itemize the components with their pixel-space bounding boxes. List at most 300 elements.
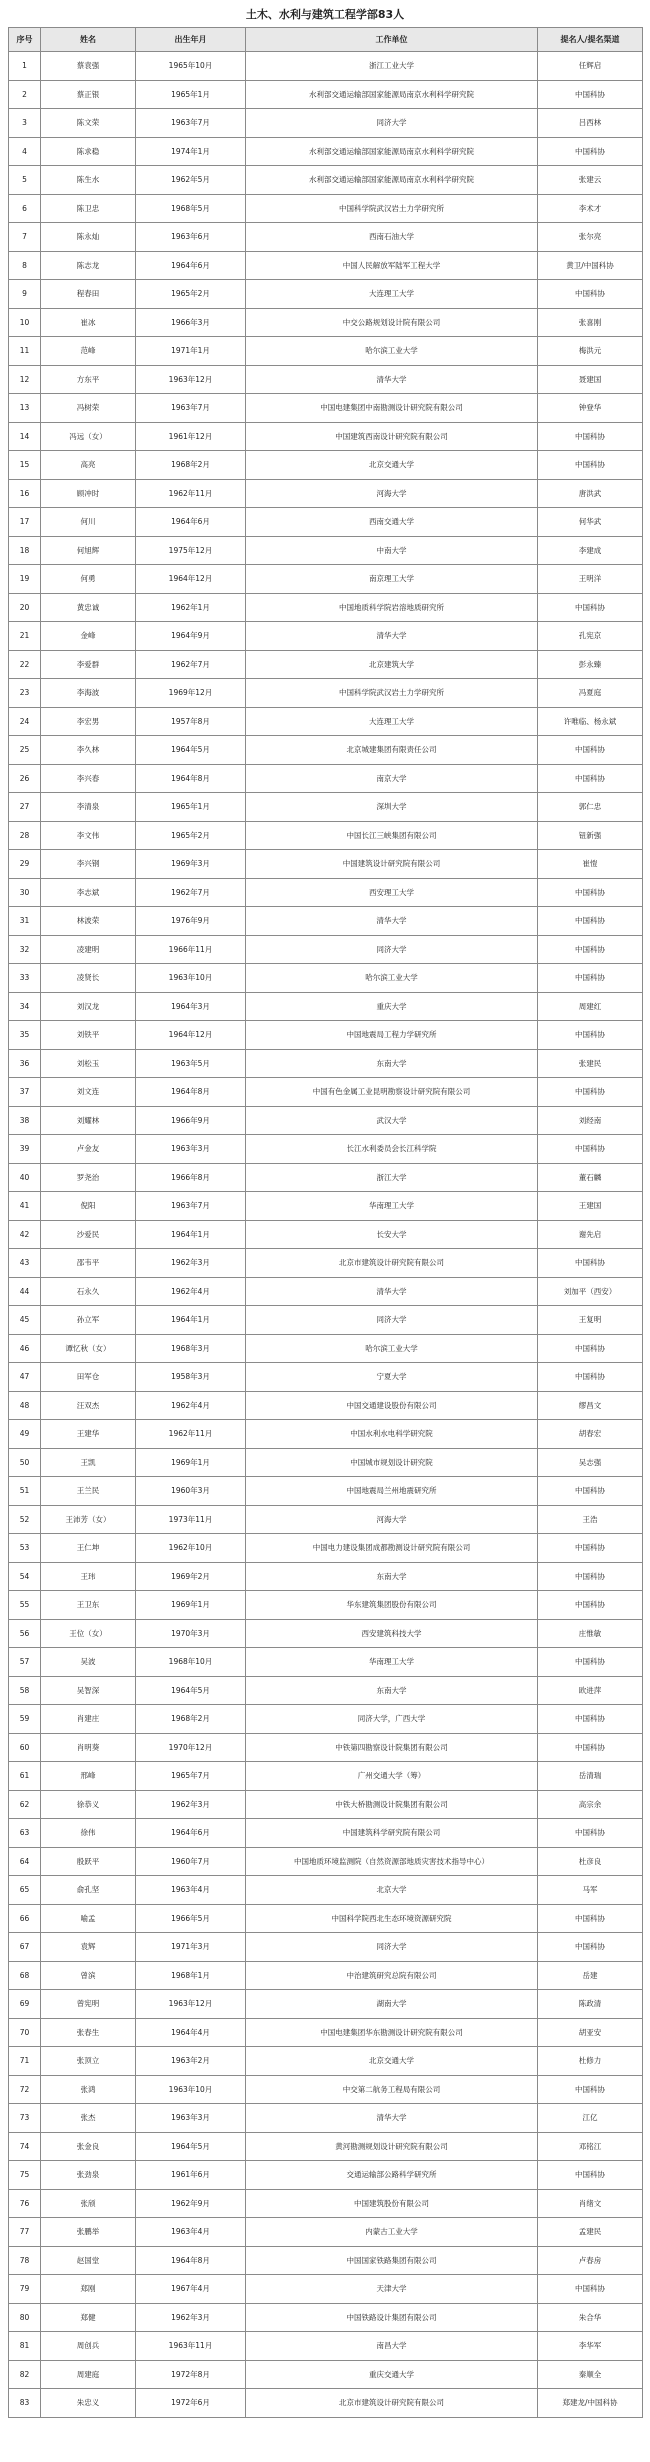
cell-index: 42 bbox=[9, 1220, 41, 1249]
cell-index: 62 bbox=[9, 1790, 41, 1819]
cell-nominator: 中国科协 bbox=[538, 1733, 643, 1762]
cell-birth: 1975年12月 bbox=[136, 536, 246, 565]
cell-birth: 1964年3月 bbox=[136, 992, 246, 1021]
table-row bbox=[9, 337, 643, 366]
cell-unit: 河海大学 bbox=[246, 1505, 538, 1534]
cell-unit: 南京大学 bbox=[246, 764, 538, 793]
cell-nominator: 周建红 bbox=[538, 992, 643, 1021]
table-row bbox=[9, 2389, 643, 2418]
cell-birth: 1963年7月 bbox=[136, 109, 246, 138]
cell-index: 69 bbox=[9, 1990, 41, 2019]
cell-index: 9 bbox=[9, 280, 41, 309]
cell-birth: 1963年7月 bbox=[136, 1192, 246, 1221]
table-row bbox=[9, 707, 643, 736]
cell-unit: 同济大学 bbox=[246, 1933, 538, 1962]
cell-name: 何勇 bbox=[41, 565, 136, 594]
cell-name: 孙立军 bbox=[41, 1306, 136, 1335]
cell-birth: 1962年10月 bbox=[136, 1534, 246, 1563]
cell-unit: 北京城建集团有限责任公司 bbox=[246, 736, 538, 765]
cell-nominator: 任辉启 bbox=[538, 52, 643, 81]
table-row bbox=[9, 622, 643, 651]
cell-index: 3 bbox=[9, 109, 41, 138]
cell-index: 48 bbox=[9, 1391, 41, 1420]
table-row bbox=[9, 593, 643, 622]
cell-name: 陈文荣 bbox=[41, 109, 136, 138]
table-row bbox=[9, 536, 643, 565]
cell-nominator: 中国科协 bbox=[538, 280, 643, 309]
cell-birth: 1965年10月 bbox=[136, 52, 246, 81]
table-row bbox=[9, 2332, 643, 2361]
cell-birth: 1963年3月 bbox=[136, 2104, 246, 2133]
table-row bbox=[9, 1705, 643, 1734]
cell-nominator: 郭仁忠 bbox=[538, 793, 643, 822]
cell-unit: 中国地质环境监测院（自然资源部地质灾害技术指导中心） bbox=[246, 1847, 538, 1876]
cell-nominator: 中国科协 bbox=[538, 1591, 643, 1620]
cell-unit: 哈尔滨工业大学 bbox=[246, 337, 538, 366]
cell-birth: 1968年10月 bbox=[136, 1648, 246, 1677]
cell-name: 陈永灿 bbox=[41, 223, 136, 252]
cell-index: 16 bbox=[9, 479, 41, 508]
cell-nominator: 欧进萍 bbox=[538, 1676, 643, 1705]
cell-index: 22 bbox=[9, 650, 41, 679]
cell-unit: 大连理工大学 bbox=[246, 280, 538, 309]
cell-nominator: 彭永臻 bbox=[538, 650, 643, 679]
cell-birth: 1964年8月 bbox=[136, 2246, 246, 2275]
table-row bbox=[9, 1220, 643, 1249]
cell-name: 刘汉龙 bbox=[41, 992, 136, 1021]
cell-index: 67 bbox=[9, 1933, 41, 1962]
cell-index: 51 bbox=[9, 1477, 41, 1506]
cell-unit: 中国地震局工程力学研究所 bbox=[246, 1021, 538, 1050]
table-row bbox=[9, 650, 643, 679]
cell-name: 卢金友 bbox=[41, 1135, 136, 1164]
cell-nominator: 邓铭江 bbox=[538, 2132, 643, 2161]
cell-birth: 1964年6月 bbox=[136, 508, 246, 537]
cell-birth: 1960年7月 bbox=[136, 1847, 246, 1876]
cell-birth: 1962年1月 bbox=[136, 593, 246, 622]
cell-name: 吴波 bbox=[41, 1648, 136, 1677]
table-row bbox=[9, 1420, 643, 1449]
table-row bbox=[9, 1876, 643, 1905]
cell-unit: 交通运输部公路科学研究所 bbox=[246, 2161, 538, 2190]
cell-birth: 1962年11月 bbox=[136, 479, 246, 508]
cell-name: 王位（女） bbox=[41, 1619, 136, 1648]
cell-birth: 1962年4月 bbox=[136, 1391, 246, 1420]
cell-nominator: 卢春房 bbox=[538, 2246, 643, 2275]
cell-birth: 1971年3月 bbox=[136, 1933, 246, 1962]
cell-nominator: 中国科协 bbox=[538, 1705, 643, 1734]
cell-name: 罗尧治 bbox=[41, 1163, 136, 1192]
cell-unit: 华南理工大学 bbox=[246, 1192, 538, 1221]
table-row bbox=[9, 1534, 643, 1563]
cell-unit: 西南石油大学 bbox=[246, 223, 538, 252]
cell-birth: 1968年2月 bbox=[136, 451, 246, 480]
cell-name: 何旭辉 bbox=[41, 536, 136, 565]
table-row bbox=[9, 764, 643, 793]
cell-index: 4 bbox=[9, 137, 41, 166]
cell-index: 55 bbox=[9, 1591, 41, 1620]
table-row bbox=[9, 2104, 643, 2133]
cell-name: 王兰民 bbox=[41, 1477, 136, 1506]
cell-birth: 1965年7月 bbox=[136, 1762, 246, 1791]
table-row bbox=[9, 907, 643, 936]
cell-index: 7 bbox=[9, 223, 41, 252]
cell-index: 45 bbox=[9, 1306, 41, 1335]
cell-unit: 中国水利水电科学研究院 bbox=[246, 1420, 538, 1449]
table-row bbox=[9, 166, 643, 195]
cell-unit: 中国城市规划设计研究院 bbox=[246, 1448, 538, 1477]
cell-nominator: 梅洪元 bbox=[538, 337, 643, 366]
cell-birth: 1964年5月 bbox=[136, 736, 246, 765]
cell-name: 陈志龙 bbox=[41, 251, 136, 280]
cell-name: 王沛芳（女） bbox=[41, 1505, 136, 1534]
cell-nominator: 中国科协 bbox=[538, 878, 643, 907]
table-row bbox=[9, 2075, 643, 2104]
cell-name: 何川 bbox=[41, 508, 136, 537]
cell-name: 刘耀林 bbox=[41, 1106, 136, 1135]
cell-unit: 中交公路规划设计院有限公司 bbox=[246, 308, 538, 337]
cell-nominator: 中国科协 bbox=[538, 736, 643, 765]
cell-index: 32 bbox=[9, 935, 41, 964]
cell-index: 58 bbox=[9, 1676, 41, 1705]
cell-unit: 北京交通大学 bbox=[246, 451, 538, 480]
cell-index: 60 bbox=[9, 1733, 41, 1762]
cell-index: 80 bbox=[9, 2303, 41, 2332]
cell-unit: 浙江工业大学 bbox=[246, 52, 538, 81]
table-row bbox=[9, 1933, 643, 1962]
table-row bbox=[9, 1163, 643, 1192]
cell-nominator: 张建云 bbox=[538, 166, 643, 195]
cell-birth: 1963年10月 bbox=[136, 964, 246, 993]
cell-index: 23 bbox=[9, 679, 41, 708]
cell-unit: 黄河勘测规划设计研究院有限公司 bbox=[246, 2132, 538, 2161]
table-row bbox=[9, 1477, 643, 1506]
cell-index: 56 bbox=[9, 1619, 41, 1648]
cell-unit: 哈尔滨工业大学 bbox=[246, 964, 538, 993]
cell-index: 11 bbox=[9, 337, 41, 366]
table-row bbox=[9, 1591, 643, 1620]
table-row bbox=[9, 1904, 643, 1933]
table-row bbox=[9, 137, 643, 166]
cell-birth: 1965年2月 bbox=[136, 821, 246, 850]
cell-unit: 重庆交通大学 bbox=[246, 2360, 538, 2389]
table-row bbox=[9, 365, 643, 394]
cell-index: 50 bbox=[9, 1448, 41, 1477]
table-row bbox=[9, 308, 643, 337]
cell-index: 39 bbox=[9, 1135, 41, 1164]
table-row bbox=[9, 1135, 643, 1164]
cell-index: 6 bbox=[9, 194, 41, 223]
table-body bbox=[9, 52, 643, 2418]
cell-birth: 1962年7月 bbox=[136, 878, 246, 907]
cell-unit: 武汉大学 bbox=[246, 1106, 538, 1135]
cell-index: 21 bbox=[9, 622, 41, 651]
cell-birth: 1968年2月 bbox=[136, 1705, 246, 1734]
cell-name: 徐伟 bbox=[41, 1819, 136, 1848]
nominee-table bbox=[8, 27, 643, 2418]
cell-name: 蔡正银 bbox=[41, 80, 136, 109]
table-row bbox=[9, 1676, 643, 1705]
page-title: 土木、水利与建筑工程学部83人 bbox=[245, 8, 405, 21]
cell-name: 王玮 bbox=[41, 1562, 136, 1591]
table-row bbox=[9, 1619, 643, 1648]
header-name: 姓名 bbox=[41, 28, 136, 52]
cell-name: 李兴钢 bbox=[41, 850, 136, 879]
cell-index: 40 bbox=[9, 1163, 41, 1192]
cell-index: 28 bbox=[9, 821, 41, 850]
cell-nominator: 崔愷 bbox=[538, 850, 643, 879]
cell-nominator: 中国科协 bbox=[538, 1363, 643, 1392]
cell-birth: 1962年11月 bbox=[136, 1420, 246, 1449]
cell-name: 张金良 bbox=[41, 2132, 136, 2161]
table-row bbox=[9, 451, 643, 480]
cell-unit: 北京交通大学 bbox=[246, 2047, 538, 2076]
cell-birth: 1964年4月 bbox=[136, 2018, 246, 2047]
cell-birth: 1963年4月 bbox=[136, 2218, 246, 2247]
cell-birth: 1972年6月 bbox=[136, 2389, 246, 2418]
cell-index: 17 bbox=[9, 508, 41, 537]
cell-index: 44 bbox=[9, 1277, 41, 1306]
header-birth: 出生年月 bbox=[136, 28, 246, 52]
cell-nominator: 高宗余 bbox=[538, 1790, 643, 1819]
cell-nominator: 中国科协 bbox=[538, 1021, 643, 1050]
cell-birth: 1963年4月 bbox=[136, 1876, 246, 1905]
cell-name: 林波荣 bbox=[41, 907, 136, 936]
cell-index: 33 bbox=[9, 964, 41, 993]
cell-birth: 1964年6月 bbox=[136, 1819, 246, 1848]
cell-birth: 1963年6月 bbox=[136, 223, 246, 252]
cell-name: 吴智深 bbox=[41, 1676, 136, 1705]
cell-unit: 中国科学院武汉岩土力学研究所 bbox=[246, 679, 538, 708]
cell-unit: 长江水利委员会长江科学院 bbox=[246, 1135, 538, 1164]
cell-birth: 1964年8月 bbox=[136, 764, 246, 793]
cell-index: 19 bbox=[9, 565, 41, 594]
cell-unit: 华南理工大学 bbox=[246, 1648, 538, 1677]
cell-name: 李志斌 bbox=[41, 878, 136, 907]
table-row bbox=[9, 736, 643, 765]
cell-unit: 中国电建集团华东勘测设计研究院有限公司 bbox=[246, 2018, 538, 2047]
cell-unit: 大连理工大学 bbox=[246, 707, 538, 736]
cell-name: 崔冰 bbox=[41, 308, 136, 337]
cell-birth: 1971年1月 bbox=[136, 337, 246, 366]
cell-unit: 中铁大桥勘测设计院集团有限公司 bbox=[246, 1790, 538, 1819]
cell-unit: 中国铁路设计集团有限公司 bbox=[246, 2303, 538, 2332]
cell-index: 38 bbox=[9, 1106, 41, 1135]
cell-name: 金峰 bbox=[41, 622, 136, 651]
cell-nominator: 何华武 bbox=[538, 508, 643, 537]
cell-unit: 中南大学 bbox=[246, 536, 538, 565]
cell-nominator: 秦顺全 bbox=[538, 2360, 643, 2389]
cell-birth: 1973年11月 bbox=[136, 1505, 246, 1534]
cell-birth: 1967年4月 bbox=[136, 2275, 246, 2304]
cell-unit: 广州交通大学（筹） bbox=[246, 1762, 538, 1791]
cell-index: 83 bbox=[9, 2389, 41, 2418]
cell-name: 张颀 bbox=[41, 2189, 136, 2218]
cell-index: 78 bbox=[9, 2246, 41, 2275]
cell-unit: 同济大学，广西大学 bbox=[246, 1705, 538, 1734]
cell-nominator: 中国科协 bbox=[538, 593, 643, 622]
cell-nominator: 中国科协 bbox=[538, 907, 643, 936]
cell-nominator: 中国科协 bbox=[538, 137, 643, 166]
table-row bbox=[9, 2161, 643, 2190]
cell-unit: 同济大学 bbox=[246, 935, 538, 964]
cell-nominator: 李建成 bbox=[538, 536, 643, 565]
cell-index: 66 bbox=[9, 1904, 41, 1933]
cell-birth: 1961年6月 bbox=[136, 2161, 246, 2190]
cell-index: 76 bbox=[9, 2189, 41, 2218]
cell-index: 54 bbox=[9, 1562, 41, 1591]
cell-unit: 天津大学 bbox=[246, 2275, 538, 2304]
cell-unit: 东南大学 bbox=[246, 1049, 538, 1078]
cell-nominator: 中国科协 bbox=[538, 964, 643, 993]
cell-birth: 1969年1月 bbox=[136, 1591, 246, 1620]
cell-nominator: 中国科协 bbox=[538, 1477, 643, 1506]
cell-unit: 中国科学院武汉岩土力学研究所 bbox=[246, 194, 538, 223]
cell-birth: 1964年1月 bbox=[136, 1306, 246, 1335]
cell-name: 倪阳 bbox=[41, 1192, 136, 1221]
cell-name: 李清泉 bbox=[41, 793, 136, 822]
cell-index: 53 bbox=[9, 1534, 41, 1563]
cell-index: 30 bbox=[9, 878, 41, 907]
cell-unit: 宁夏大学 bbox=[246, 1363, 538, 1392]
cell-birth: 1958年3月 bbox=[136, 1363, 246, 1392]
cell-unit: 北京大学 bbox=[246, 1876, 538, 1905]
cell-nominator: 许唯临、杨永斌 bbox=[538, 707, 643, 736]
cell-nominator: 中国科协 bbox=[538, 1819, 643, 1848]
cell-birth: 1962年7月 bbox=[136, 650, 246, 679]
table-row bbox=[9, 80, 643, 109]
cell-index: 41 bbox=[9, 1192, 41, 1221]
cell-index: 13 bbox=[9, 394, 41, 423]
cell-birth: 1963年10月 bbox=[136, 2075, 246, 2104]
cell-nominator: 杜彦良 bbox=[538, 1847, 643, 1876]
cell-name: 曾滨 bbox=[41, 1961, 136, 1990]
cell-birth: 1962年3月 bbox=[136, 1249, 246, 1278]
cell-birth: 1964年12月 bbox=[136, 565, 246, 594]
cell-name: 张鸿 bbox=[41, 2075, 136, 2104]
cell-name: 顾冲时 bbox=[41, 479, 136, 508]
cell-unit: 中国建筑股份有限公司 bbox=[246, 2189, 538, 2218]
table-row bbox=[9, 821, 643, 850]
table-row bbox=[9, 1562, 643, 1591]
cell-index: 71 bbox=[9, 2047, 41, 2076]
table-row bbox=[9, 2218, 643, 2247]
cell-birth: 1964年9月 bbox=[136, 622, 246, 651]
cell-unit: 清华大学 bbox=[246, 365, 538, 394]
cell-index: 34 bbox=[9, 992, 41, 1021]
cell-nominator: 钮新强 bbox=[538, 821, 643, 850]
cell-nominator: 胡春宏 bbox=[538, 1420, 643, 1449]
cell-nominator: 中国科协 bbox=[538, 1334, 643, 1363]
cell-name: 喻孟 bbox=[41, 1904, 136, 1933]
header-unit: 工作单位 bbox=[246, 28, 538, 52]
cell-index: 20 bbox=[9, 593, 41, 622]
cell-name: 李宏男 bbox=[41, 707, 136, 736]
cell-unit: 西安理工大学 bbox=[246, 878, 538, 907]
table-row bbox=[9, 479, 643, 508]
cell-name: 蔡袁强 bbox=[41, 52, 136, 81]
cell-name: 张鹏举 bbox=[41, 2218, 136, 2247]
table-row bbox=[9, 1249, 643, 1278]
cell-birth: 1961年12月 bbox=[136, 422, 246, 451]
cell-name: 王建华 bbox=[41, 1420, 136, 1449]
table-row bbox=[9, 2189, 643, 2218]
cell-nominator: 中国科协 bbox=[538, 764, 643, 793]
cell-birth: 1962年4月 bbox=[136, 1277, 246, 1306]
table-row bbox=[9, 2275, 643, 2304]
cell-nominator: 张喜刚 bbox=[538, 308, 643, 337]
cell-birth: 1964年5月 bbox=[136, 1676, 246, 1705]
table-row bbox=[9, 1192, 643, 1221]
cell-name: 石永久 bbox=[41, 1277, 136, 1306]
cell-index: 10 bbox=[9, 308, 41, 337]
cell-name: 凌建明 bbox=[41, 935, 136, 964]
cell-nominator: 谢先启 bbox=[538, 1220, 643, 1249]
cell-nominator: 中国科协 bbox=[538, 451, 643, 480]
cell-birth: 1962年5月 bbox=[136, 166, 246, 195]
table-row bbox=[9, 1049, 643, 1078]
cell-unit: 长安大学 bbox=[246, 1220, 538, 1249]
cell-birth: 1969年12月 bbox=[136, 679, 246, 708]
cell-birth: 1968年1月 bbox=[136, 1961, 246, 1990]
cell-birth: 1964年5月 bbox=[136, 2132, 246, 2161]
cell-index: 18 bbox=[9, 536, 41, 565]
cell-name: 刘文连 bbox=[41, 1078, 136, 1107]
cell-nominator: 王明洋 bbox=[538, 565, 643, 594]
cell-nominator: 王建国 bbox=[538, 1192, 643, 1221]
table-row bbox=[9, 1790, 643, 1819]
cell-nominator: 中国科协 bbox=[538, 2275, 643, 2304]
cell-birth: 1966年9月 bbox=[136, 1106, 246, 1135]
cell-name: 陈生水 bbox=[41, 166, 136, 195]
table-row bbox=[9, 2132, 643, 2161]
cell-nominator: 缪昌文 bbox=[538, 1391, 643, 1420]
cell-index: 74 bbox=[9, 2132, 41, 2161]
cell-name: 周建庭 bbox=[41, 2360, 136, 2389]
cell-unit: 东南大学 bbox=[246, 1562, 538, 1591]
cell-name: 曾宪明 bbox=[41, 1990, 136, 2019]
cell-name: 李海波 bbox=[41, 679, 136, 708]
cell-unit: 中国有色金属工业昆明勘察设计研究院有限公司 bbox=[246, 1078, 538, 1107]
table-row bbox=[9, 2360, 643, 2389]
cell-unit: 南昌大学 bbox=[246, 2332, 538, 2361]
cell-index: 26 bbox=[9, 764, 41, 793]
cell-name: 肖明葵 bbox=[41, 1733, 136, 1762]
cell-unit: 华东建筑集团股份有限公司 bbox=[246, 1591, 538, 1620]
table-row bbox=[9, 1733, 643, 1762]
cell-index: 64 bbox=[9, 1847, 41, 1876]
cell-name: 袁辉 bbox=[41, 1933, 136, 1962]
cell-unit: 水利部交通运输部国家能源局南京水利科学研究院 bbox=[246, 137, 538, 166]
cell-name: 刘铁平 bbox=[41, 1021, 136, 1050]
cell-nominator: 中国科协 bbox=[538, 935, 643, 964]
cell-index: 35 bbox=[9, 1021, 41, 1050]
cell-name: 郑健 bbox=[41, 2303, 136, 2332]
cell-name: 张春生 bbox=[41, 2018, 136, 2047]
cell-birth: 1957年8月 bbox=[136, 707, 246, 736]
cell-nominator: 中国科协 bbox=[538, 1933, 643, 1962]
header-nominator: 提名人/提名渠道 bbox=[538, 28, 643, 52]
cell-unit: 中国电力建设集团成都勘测设计研究院有限公司 bbox=[246, 1534, 538, 1563]
cell-birth: 1966年5月 bbox=[136, 1904, 246, 1933]
table-row bbox=[9, 2047, 643, 2076]
cell-index: 31 bbox=[9, 907, 41, 936]
cell-nominator: 刘加平（西安） bbox=[538, 1277, 643, 1306]
cell-name: 汪双杰 bbox=[41, 1391, 136, 1420]
cell-birth: 1976年9月 bbox=[136, 907, 246, 936]
table-row bbox=[9, 1021, 643, 1050]
cell-unit: 北京市建筑设计研究院有限公司 bbox=[246, 1249, 538, 1278]
